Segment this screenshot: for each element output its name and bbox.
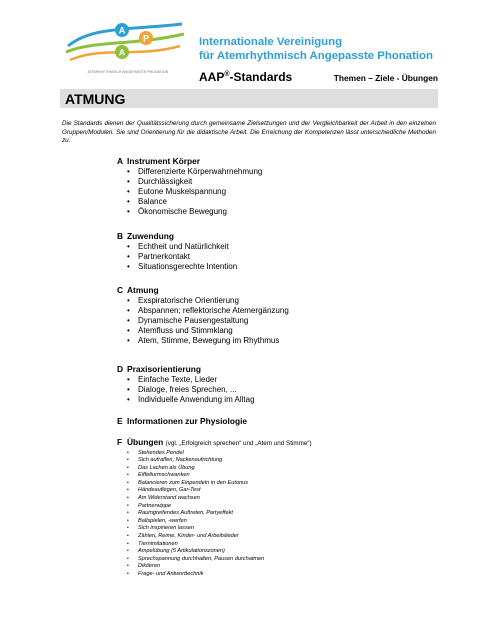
logo-letter-1: A	[118, 25, 126, 36]
logo	[62, 16, 192, 78]
exercise-item: • Balancieren zum Einpendeln in den Eutonus	[127, 479, 249, 486]
section-heading	[117, 437, 312, 450]
exercise-item: • Ampelübung (5 Artikulationszonen)	[127, 548, 225, 555]
exercise-item: • Ballspielen, -werfen	[127, 517, 187, 524]
list-item: • Exspiratorische Orientierung	[127, 295, 239, 305]
exercise-list	[117, 450, 312, 579]
organization-name	[199, 36, 433, 63]
exercise-item: • Das Lachen als Übung	[127, 464, 195, 471]
section-c	[117, 285, 289, 347]
section-heading	[117, 156, 262, 167]
exercise-item: • Am Widerstand wachsen	[127, 495, 200, 502]
list-item: • Echtheit und Natürlichkeit	[127, 241, 229, 251]
section-letter: D	[117, 364, 124, 374]
section-list	[117, 242, 237, 273]
section-heading	[117, 364, 255, 375]
list-item: • Atemfluss und Stimmklang	[127, 326, 233, 336]
section-heading	[117, 416, 247, 427]
themen-subtitle: Themen – Ziele - Übungen	[333, 73, 438, 83]
exercise-item: • Eiffelturmschwanken	[127, 472, 190, 479]
section-letter: B	[117, 231, 124, 241]
section-title: Informationen zur Physiologie	[127, 416, 248, 426]
standards-title-suffix: -Standards	[229, 70, 293, 84]
list-item: • Abspannen; reflektorische Atemergänzung	[127, 305, 289, 315]
list-item: • Balance	[127, 197, 167, 207]
title-bar	[60, 89, 438, 108]
section-letter: C	[117, 285, 124, 295]
section-letter: F	[117, 437, 123, 447]
section-title: Praxisorientierung	[127, 364, 202, 374]
section-list	[117, 375, 255, 406]
logo-letter-2: A	[118, 47, 126, 58]
list-item: • Dialoge, freies Sprechen, ...	[127, 384, 237, 394]
standards-title	[199, 70, 292, 84]
section-letter: A	[117, 156, 124, 166]
section-title: Atmung	[127, 285, 159, 295]
exercise-item: • Händeauflegen, Gar-Test	[127, 487, 201, 494]
list-item: • Differenzierte Körperwahrnehmung	[127, 166, 263, 176]
exercise-item: • Stehendes Pendel	[127, 449, 184, 456]
org-line-1: Internationale Vereinigung	[199, 36, 343, 48]
exercise-item: • Partnerwippe	[127, 502, 171, 509]
exercise-item: • Zählen, Reime, Kinder- und Arbeitslieder	[127, 533, 239, 540]
exercise-item: • Sich inspirieren lassen	[127, 525, 194, 532]
logo-graphic	[62, 16, 192, 78]
registered-mark: ®	[224, 71, 230, 78]
list-item: • Eutone Muskelspannung	[127, 186, 227, 196]
logo-letter-3: P	[142, 33, 150, 44]
section-heading	[117, 285, 289, 296]
exercise-item: • Sprechspannung durchhalten, Pausen durchatmen	[127, 555, 265, 562]
exercise-item: • Tiernimitationen	[127, 540, 178, 547]
exercise-item: • Frage- und Antworttechnik	[127, 571, 204, 577]
section-b	[117, 231, 237, 272]
standards-title-main: AAP	[199, 70, 225, 84]
section-e	[117, 416, 247, 427]
section-note: (vgl. „Erfolgreich sprechen“ und „Atem und Stimme“)	[165, 440, 312, 447]
list-item: • Atem, Stimme, Bewegung im Rhythmus	[127, 336, 280, 346]
exercise-item: • Sich aufraffen, Nackenaufrichtung	[127, 457, 223, 464]
section-title: Übungen	[127, 437, 164, 447]
exercise-item: • Raumgreifendes Auftreten, Partyeffekt	[127, 510, 233, 517]
org-line-2: für Atemrhythmisch Angepasste Phonation	[199, 49, 433, 62]
section-d	[117, 364, 255, 405]
page-title: ATMUNG	[65, 91, 126, 107]
list-item: • Partnerkontakt	[127, 251, 191, 261]
logo-caption: ATEMRHYTHMISCH ANGEPASSTE PHONATION	[87, 70, 169, 74]
exercise-item: • Diktieren	[127, 563, 161, 570]
list-item: • Durchlässigkeit	[127, 176, 193, 186]
section-list	[117, 296, 289, 347]
section-list	[117, 167, 262, 218]
list-item: • Ökonomische Bewegung	[127, 207, 227, 217]
section-f	[117, 437, 312, 579]
list-item: • Situationsgerechte Intention	[127, 261, 238, 271]
intro-paragraph: Die Standards dienen der Qualitätssicherung durch gemeinsame Zielsetzungen und der Vergleichbarkeit der Arbeit in den einzelnen Gruppen/Modulen. Sie sind Orientierung für die didaktische Arbeit. Die Erreichung der Kompetenzen lässt unterschiedliche Methoden zu.	[62, 120, 436, 145]
list-item: • Dynamische Pausengestaltung	[127, 315, 249, 325]
list-item: • Einfache Texte, Lieder	[127, 374, 218, 384]
list-item: • Individuelle Anwendung im Alltag	[127, 394, 255, 404]
section-a	[117, 156, 262, 218]
section-heading	[117, 231, 237, 242]
section-title: Zuwendung	[127, 231, 174, 241]
section-letter: E	[117, 416, 123, 426]
section-title: Instrument Körper	[127, 156, 201, 166]
